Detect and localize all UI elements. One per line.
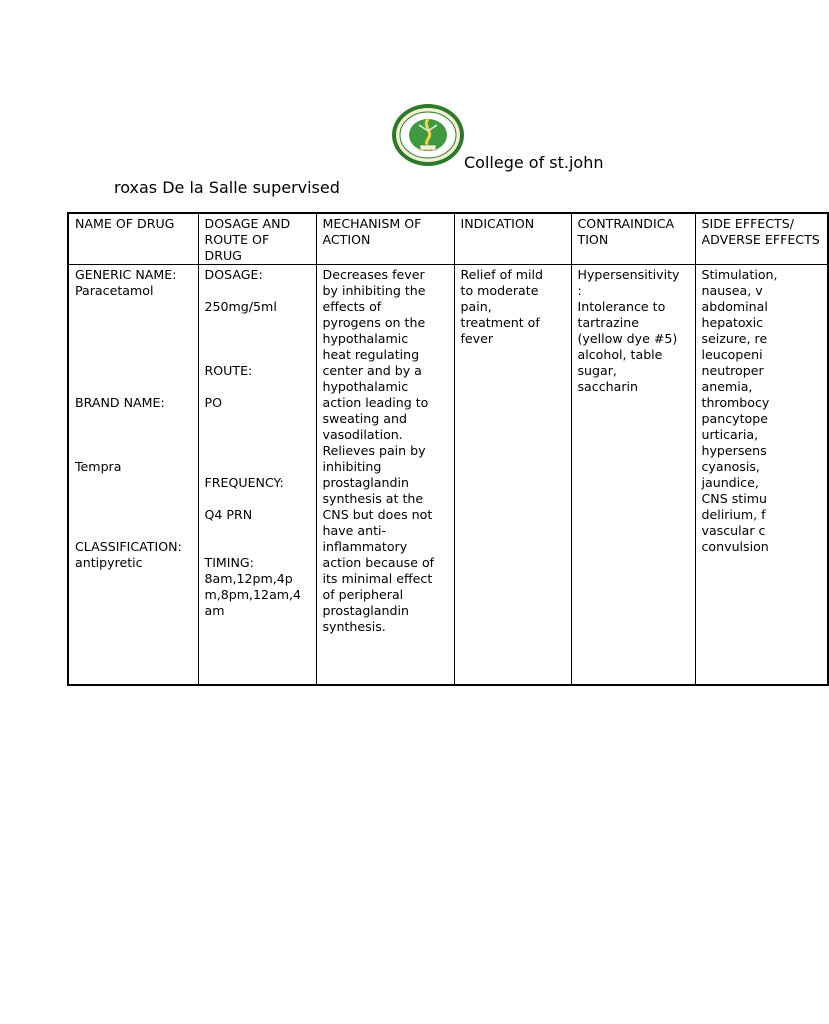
cell-contraindication: Hypersensitivity : Intolerance to tartrazine (yellow dye #5) alcohol, table sugar, saccharin xyxy=(571,265,695,686)
cell-mechanism: Decreases fever by inhibiting the effects of pyrogens on the hypothalamic heat regulating center and by a hypothalamic action leading to sweating and vasodilation. Relieves pain by inhibiting prostaglandin synthesis at the CNS but does not have anti- inflammatory action because of its minimal effect of peripheral prostaglandin synthesis. xyxy=(316,265,454,686)
college-seal-logo xyxy=(391,103,465,167)
table-row xyxy=(68,265,828,686)
table-header-row xyxy=(68,213,828,265)
header-name-of-drug: NAME OF DRUG xyxy=(68,213,198,265)
cell-drug-names: GENERIC NAME: Paracetamol BRAND NAME: Tempra CLASSIFICATION: antipyretic xyxy=(68,265,198,686)
drug-study-table xyxy=(67,212,820,687)
cell-dosage-route: DOSAGE: 250mg/5ml ROUTE: PO FREQUENCY: Q4 PRN TIMING: 8am,12pm,4p m,8pm,12am,4 am xyxy=(198,265,316,686)
cell-side-effects: Stimulation, nausea, v abdominal hepatoxic seizure, re leucopeni neutroper anemia, thrombocy pancytope urticaria, hypersens cyanosis, jaundice, CNS stimu delirium, f vascular c convulsion xyxy=(695,265,828,686)
cell-indication: Relief of mild to moderate pain, treatment of fever xyxy=(454,265,571,686)
header-side-effects: SIDE EFFECTS/ ADVERSE EFFECTS xyxy=(695,213,828,265)
header-dosage-route: DOSAGE AND ROUTE OF DRUG xyxy=(198,213,316,265)
header-indication: INDICATION xyxy=(454,213,571,265)
college-name-line2: roxas De la Salle supervised xyxy=(114,178,340,197)
header-contraindication: CONTRAINDICA TION xyxy=(571,213,695,265)
college-name-line1: College of st.john xyxy=(464,153,604,172)
header-mechanism: MECHANISM OF ACTION xyxy=(316,213,454,265)
